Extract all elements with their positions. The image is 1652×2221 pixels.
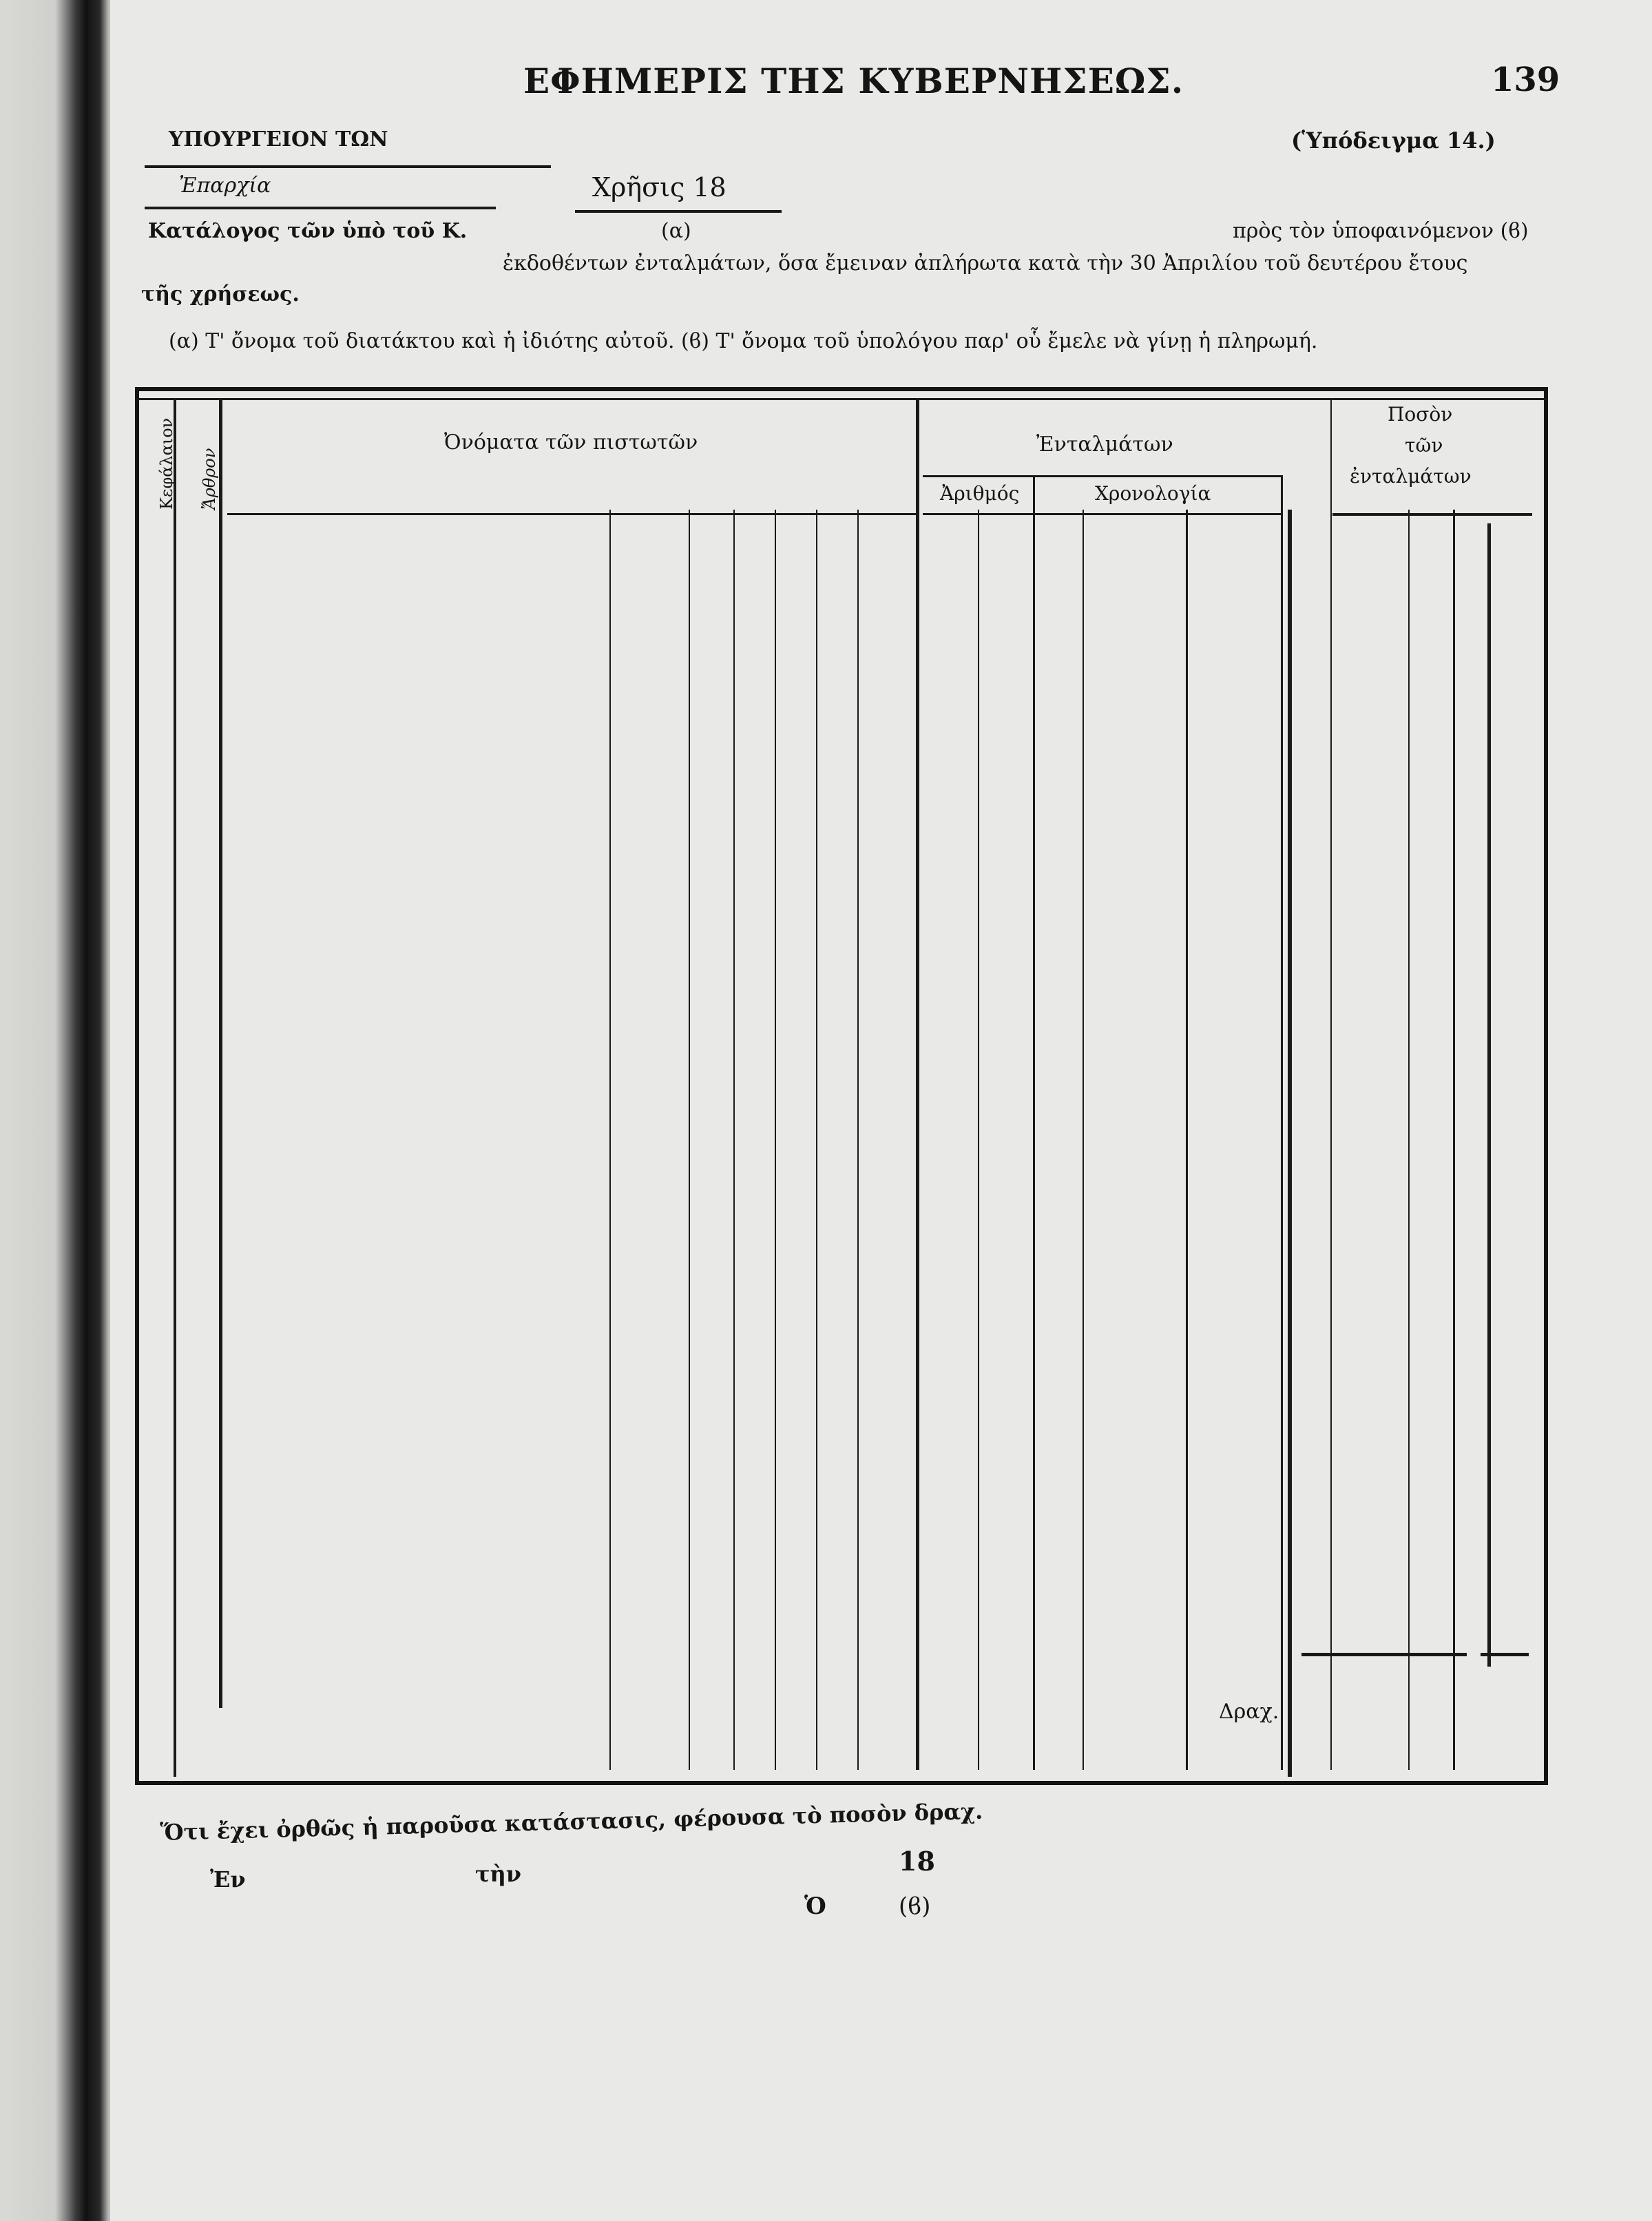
header-rule	[923, 475, 1281, 477]
gazette-title: ΕΦΗΜΕΡΙΣ ΤΗΣ ΚΥΒΕΡΝΗΣΕΩΣ.	[523, 61, 1184, 101]
col-divider	[1487, 523, 1491, 1667]
col-divider	[1281, 475, 1283, 1770]
header-rule	[923, 513, 1281, 515]
col-amount-header-2: τῶν	[1405, 434, 1443, 457]
col-article-header: Ἄρθρον	[200, 448, 219, 510]
col-divider	[1083, 510, 1084, 1770]
col-creditors-header: Ὀνόματα τῶν πιστωτῶν	[444, 430, 698, 455]
col-divider	[978, 510, 979, 1770]
province-label: Ἐπαρχία	[179, 174, 271, 198]
book-spine	[0, 0, 110, 2221]
province-underline	[145, 207, 496, 209]
catalog-line3: τῆς χρήσεως.	[141, 282, 300, 306]
header-rule	[1332, 513, 1532, 516]
header-rule	[227, 513, 916, 515]
col-divider	[775, 510, 776, 1770]
col-divider	[1288, 510, 1292, 1777]
col-divider	[1033, 475, 1035, 1770]
col-divider	[857, 510, 859, 1770]
col-warrants-header: Ἐνταλμάτων	[1036, 432, 1173, 457]
col-divider	[689, 510, 690, 1770]
total-rule	[1481, 1653, 1529, 1656]
footer-signer: Ὁ	[804, 1892, 826, 1920]
ministry-underline	[145, 165, 551, 168]
col-divider	[816, 510, 817, 1770]
footer-the: τὴν	[475, 1861, 521, 1887]
col-divider	[733, 510, 735, 1770]
fiscal-year-label: Χρῆσις 18	[592, 172, 726, 202]
col-divider	[174, 399, 176, 1777]
total-label: Δραχ.	[1219, 1700, 1279, 1724]
col-number-header: Ἀριθμός	[940, 482, 1020, 505]
table-top-rule	[135, 398, 1548, 400]
catalog-prefix: Κατάλογος τῶν ὑπὸ τοῦ Κ.	[148, 219, 468, 243]
col-divider	[219, 399, 222, 1708]
page-number: 139	[1491, 61, 1560, 99]
col-chronology-header: Χρονολογία	[1095, 482, 1211, 505]
fiscal-year-underline	[575, 210, 782, 213]
col-divider	[1330, 399, 1332, 1770]
col-amount-header-3: ἐνταλμάτων	[1350, 465, 1472, 488]
col-divider	[1453, 510, 1455, 1770]
col-chapter-header: Κεφάλαιον	[157, 417, 176, 510]
table-frame	[135, 387, 1548, 1785]
footer-marker-b: (ϐ)	[899, 1892, 931, 1920]
footer-year: 18	[899, 1846, 935, 1877]
certify-text: Ὅτι ἔχει ὀρθῶς ἡ παροῦσα κατάστασις, φέρουσα τὸ ποσὸν δραχ.	[160, 1797, 983, 1846]
col-divider	[1408, 510, 1410, 1770]
col-amount-header-1: Ποσὸν	[1388, 403, 1453, 426]
col-divider	[916, 399, 919, 1770]
footer-at: Ἐν	[210, 1866, 246, 1892]
footnote: (α) Τ' ὄνομα τοῦ διατάκτου καὶ ἡ ἰδιότης αὐτοῦ. (ϐ) Τ' ὄνομα τοῦ ὑπολόγου παρ' οὗ ἔμελε νὰ γίνῃ ἡ πληρωμή.	[169, 329, 1318, 353]
marker-a: (α)	[661, 219, 691, 243]
col-divider	[609, 510, 611, 1770]
catalog-line2: ἐκδοθέντων ἐνταλμάτων, ὅσα ἔμειναν ἀπλήρωτα κατὰ τὴν 30 Ἀπριλίου τοῦ δευτέρου ἔτους	[503, 251, 1468, 275]
total-rule	[1301, 1653, 1467, 1656]
model-label: (Ὑπόδειγμα 14.)	[1291, 127, 1496, 154]
ministry-label: ΥΠΟΥΡΓΕΙΟΝ ΤΩΝ	[169, 127, 388, 152]
catalog-right: πρὸς τὸν ὑποφαινόμενον (ϐ)	[1233, 219, 1529, 243]
col-divider	[1186, 510, 1188, 1770]
